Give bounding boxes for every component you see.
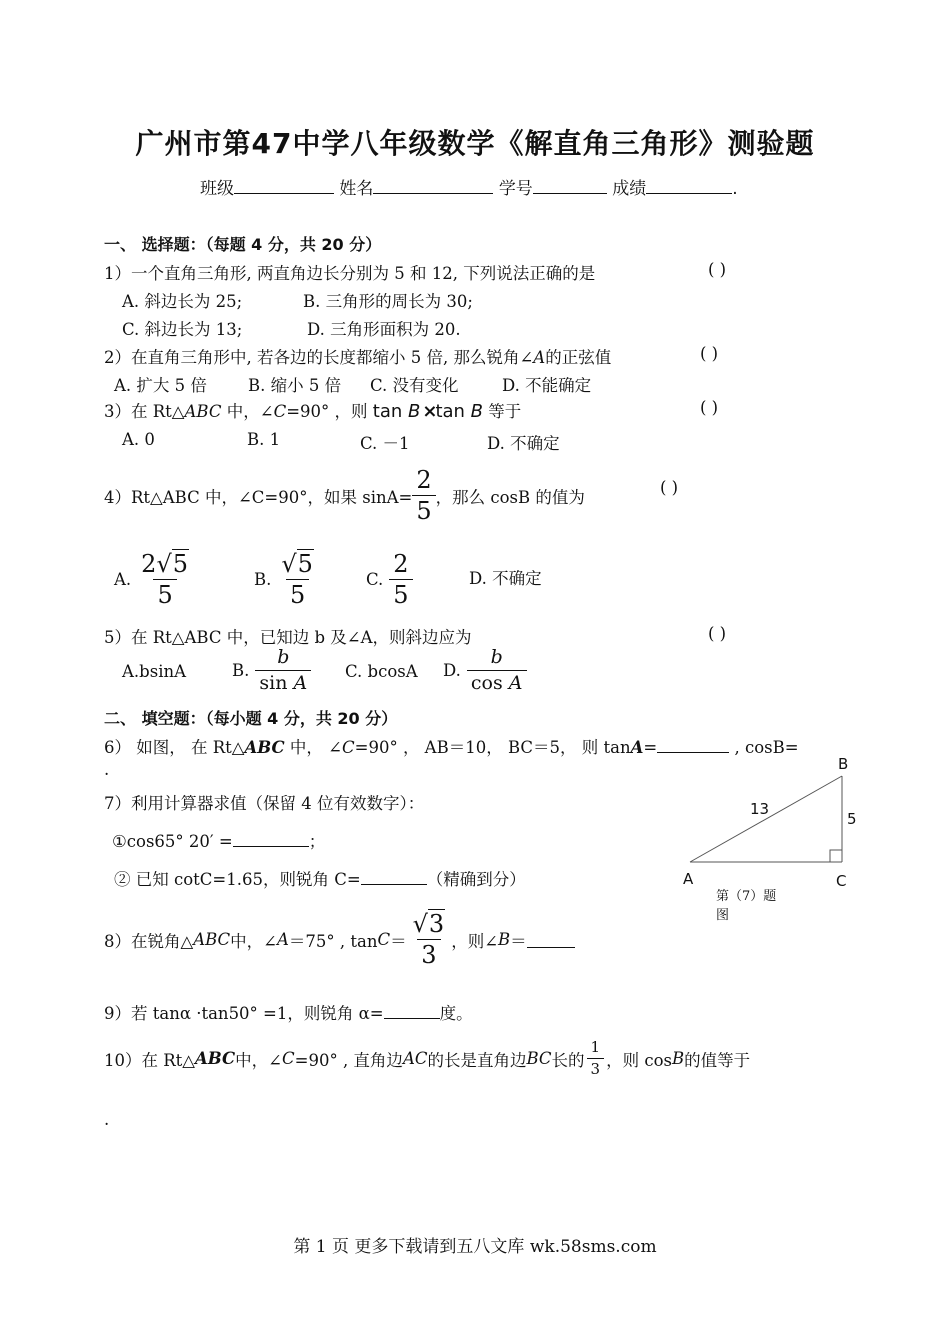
side-length: 5 xyxy=(847,810,857,828)
hypotenuse-length: 13 xyxy=(750,800,770,818)
vertex-b-label: B xyxy=(838,755,849,773)
q4-a-fraction xyxy=(137,552,193,607)
q5-option-c: C. bcosA xyxy=(345,662,418,681)
q8-text-part4: ＝ xyxy=(390,931,407,951)
q6-blank-tana[interactable] xyxy=(657,736,729,753)
q6-text-part3: =90° ， AB＝10， BC＝5， 则 tan xyxy=(354,738,631,757)
q8-text xyxy=(104,912,575,967)
vertex-c-label: C xyxy=(836,872,847,890)
q10-text-part1: 10）在 Rt△ xyxy=(104,1050,195,1070)
q5-b-den-fn: sin xyxy=(259,672,294,694)
q5-option-d xyxy=(443,648,527,693)
q4-a-radicand: 5 xyxy=(172,550,189,578)
sqrt-sign-icon: √5 xyxy=(281,550,313,578)
q6-text-part5: , cosB= xyxy=(729,738,799,757)
q7-sub2-blank[interactable] xyxy=(361,868,427,885)
q5-d-fraction xyxy=(467,648,527,693)
q4-c-den: 5 xyxy=(389,579,412,607)
student-info-line xyxy=(200,174,738,199)
q3-answer-paren[interactable]: ( ) xyxy=(700,398,719,417)
q4-b-fraction xyxy=(277,552,318,607)
q10-text-part2: 中，∠ xyxy=(235,1050,282,1070)
q10-var2: B xyxy=(671,1049,685,1068)
q5-answer-paren[interactable]: ( ) xyxy=(708,624,727,643)
q9-end: 度。 xyxy=(439,1004,473,1023)
triangle-figure xyxy=(680,752,870,932)
q4-b-label: B. xyxy=(254,570,272,589)
q4-c-fraction xyxy=(389,552,412,607)
q8-text-part6: ＝ xyxy=(510,931,527,951)
q4-a-numerator xyxy=(137,552,193,579)
sqrt-sign-icon: √5 xyxy=(156,550,189,578)
q6-dot: . xyxy=(104,760,110,779)
q1-option-d: D. 三角形面积为 20. xyxy=(307,320,461,339)
q10-num: 1 xyxy=(590,1038,601,1056)
q8-var: A xyxy=(277,930,289,949)
class-blank[interactable] xyxy=(234,177,334,194)
q8-numerator xyxy=(409,912,450,939)
q4-num: 2 xyxy=(416,466,432,494)
right-angle-mark-icon xyxy=(830,850,842,862)
q1-answer-paren[interactable]: ( ) xyxy=(708,260,727,279)
hypotenuse-line xyxy=(690,776,842,862)
q10-bc: BC xyxy=(526,1049,552,1068)
q8-text-part3: ＝75° , tan xyxy=(288,931,378,951)
q2-option-c: C. 没有变化 xyxy=(370,376,459,395)
q2-option-a: A. 扩大 5 倍 xyxy=(114,376,207,395)
q8-var3: B xyxy=(498,930,511,949)
q7-sub2-text: ② 已知 cotC=1.65，则锐角 C= xyxy=(114,870,361,889)
q9-blank[interactable] xyxy=(384,1002,440,1019)
q3-option-b: B. 1 xyxy=(247,430,281,449)
q7-sub1-text: ①cos65° 20′ = xyxy=(112,832,233,851)
page-title: 广州市第47中学八年级数学《解直角三角形》测验题 xyxy=(135,127,815,160)
q5-b-label: B. xyxy=(232,661,250,680)
q2-text-part1: 2）在直角三角形中, 若各边的长度都缩小 5 倍, 那么锐角∠ xyxy=(104,348,534,367)
q6-var2: A xyxy=(630,738,644,757)
name-blank[interactable] xyxy=(373,177,493,194)
q8-text-part2: 中，∠ xyxy=(230,931,277,951)
q3-var: C xyxy=(273,402,287,421)
q5-d-den-fn: cos xyxy=(470,672,509,694)
q7-sub2-end: （精确到分） xyxy=(426,870,526,889)
q7-sub1 xyxy=(112,828,325,852)
q4-a-label: A. xyxy=(114,570,132,589)
end-mark: . xyxy=(732,179,738,199)
q4-text-part1: 4）Rt△ABC 中，∠C=90°，如果 sinA= xyxy=(104,487,413,507)
q8-var2: C xyxy=(377,930,391,949)
q4-b-radicand: 5 xyxy=(297,550,313,578)
q8-triangle: ABC xyxy=(193,930,231,949)
q6-text-part1: 6） 如图， 在 Rt△ xyxy=(104,738,245,757)
q6-text-part2: 中， ∠ xyxy=(284,738,342,757)
q4-option-b xyxy=(254,552,318,607)
q4-text-part2: ，那么 cosB 的值为 xyxy=(435,487,585,507)
q3-b1: B xyxy=(407,401,421,422)
q3-tan1: tan xyxy=(372,401,408,422)
q5-d-den-var: A xyxy=(508,672,523,694)
q3-times-sign: × xyxy=(422,401,438,422)
q3-option-d: D. 不确定 xyxy=(487,434,560,453)
q3-b2: B xyxy=(470,401,484,422)
q1-text: 1）一个直角三角形, 两直角边长分别为 5 和 12, 下列说法正确的是 xyxy=(104,264,596,283)
q7-sub1-end: ； xyxy=(308,832,326,851)
q8-fraction xyxy=(409,912,450,967)
class-label: 班级 xyxy=(200,179,234,199)
q10-text-part4: 的长是直角边 xyxy=(427,1050,527,1070)
q3-text-part2: 中，∠ xyxy=(221,402,274,421)
q2-answer-paren[interactable]: ( ) xyxy=(700,344,719,363)
q3-text xyxy=(104,398,521,422)
q1-option-c: C. 斜边长为 13; xyxy=(122,320,243,339)
q2-text xyxy=(104,344,611,368)
q10-var: C xyxy=(282,1049,295,1068)
q5-option-b xyxy=(232,648,311,693)
q1-option-b: B. 三角形的周长为 30; xyxy=(303,292,473,311)
q10-ac: AC xyxy=(402,1049,428,1068)
q5-d-num: b xyxy=(490,646,503,668)
q10-dot: . xyxy=(104,1110,110,1129)
q8-text-part5: ，则∠ xyxy=(451,931,499,951)
sqrt-sign-icon: √3 xyxy=(412,910,445,938)
q5-text: 5）在 Rt△ABC 中，已知边 b 及∠A，则斜边应为 xyxy=(104,628,472,647)
q10-triangle: ABC xyxy=(194,1049,236,1068)
q3-text-part1: 3）在 Rt△ xyxy=(104,402,185,421)
score-label: 成绩 xyxy=(612,179,647,199)
q4-fraction xyxy=(412,468,435,523)
q4-c-num: 2 xyxy=(393,550,409,578)
q10-fraction xyxy=(587,1040,605,1077)
q9-text xyxy=(104,1000,473,1024)
q2-option-b: B. 缩小 5 倍 xyxy=(248,376,342,395)
q3-option-c: C. －1 xyxy=(360,434,410,453)
q10-text-part7: 的值等于 xyxy=(684,1050,751,1070)
q7-sub2 xyxy=(114,866,526,890)
q4-den: 5 xyxy=(412,495,435,523)
q3-triangle: ABC xyxy=(184,402,222,421)
q10-den: 3 xyxy=(587,1058,605,1077)
q4-b-numerator xyxy=(277,552,318,579)
q8-blank[interactable] xyxy=(527,931,575,948)
q3-option-a: A. 0 xyxy=(122,430,155,449)
section2-heading: 二、 填空题：（每小题 4 分，共 20 分） xyxy=(104,709,398,728)
q10-text-part5: 长的 xyxy=(551,1050,585,1070)
q6-triangle: ABC xyxy=(244,738,285,757)
q5-b-num: b xyxy=(277,646,290,668)
q10-text-part3: =90° , 直角边 xyxy=(294,1050,403,1070)
q4-a-coef: 2 xyxy=(141,550,157,578)
q8-text-part1: 8）在锐角△ xyxy=(104,931,194,951)
q6-var: C xyxy=(342,738,355,757)
figure-caption-line2: 图 xyxy=(716,908,730,923)
q4-text xyxy=(104,468,585,523)
q4-option-a xyxy=(114,552,193,607)
q2-var: A xyxy=(533,348,546,367)
q9-text-part1: 9）若 tanα ·tan50° =1，则锐角 α= xyxy=(104,1004,384,1023)
q4-a-den: 5 xyxy=(153,579,176,607)
q4-option-c xyxy=(366,552,413,607)
name-label: 姓名 xyxy=(339,179,374,199)
q7-text: 7）利用计算器求值（保留 4 位有效数字）： xyxy=(104,794,425,813)
q4-b-den: 5 xyxy=(286,579,309,607)
q5-b-den-var: A xyxy=(293,672,308,694)
page-footer: 第 1 页 更多下载请到五八文库 wk.58sms.com xyxy=(293,1237,657,1257)
number-blank[interactable] xyxy=(533,177,607,194)
q10-text xyxy=(104,1040,750,1077)
q3-text-part3: =90° ，则 xyxy=(286,402,368,421)
figure-caption-line1: 第（7）题 xyxy=(716,889,777,904)
q5-d-label: D. xyxy=(443,661,461,680)
q5-option-a: A.bsinA xyxy=(122,662,187,681)
vertex-a-label: A xyxy=(683,870,694,888)
q4-option-d: D. 不确定 xyxy=(469,569,542,588)
q4-c-label: C. xyxy=(366,570,384,589)
q10-text-part6: ，则 cos xyxy=(606,1050,672,1070)
q1-option-a: A. 斜边长为 25; xyxy=(122,292,243,311)
section1-heading: 一、 选择题：（每题 4 分，共 20 分） xyxy=(104,235,382,254)
q6-text-part4: = xyxy=(643,738,658,757)
q7-sub1-blank[interactable] xyxy=(233,830,309,847)
q5-b-fraction xyxy=(255,648,311,693)
q4-answer-paren[interactable]: ( ) xyxy=(660,478,679,497)
q2-option-d: D. 不能确定 xyxy=(502,376,592,395)
q8-den: 3 xyxy=(417,939,440,967)
score-blank[interactable] xyxy=(646,177,732,194)
q2-text-part2: 的正弦值 xyxy=(545,348,612,367)
q3-tan2: tan xyxy=(435,401,471,422)
q8-radicand: 3 xyxy=(428,910,445,938)
number-label: 学号 xyxy=(498,179,533,199)
q3-text-part4: 等于 xyxy=(488,402,522,421)
